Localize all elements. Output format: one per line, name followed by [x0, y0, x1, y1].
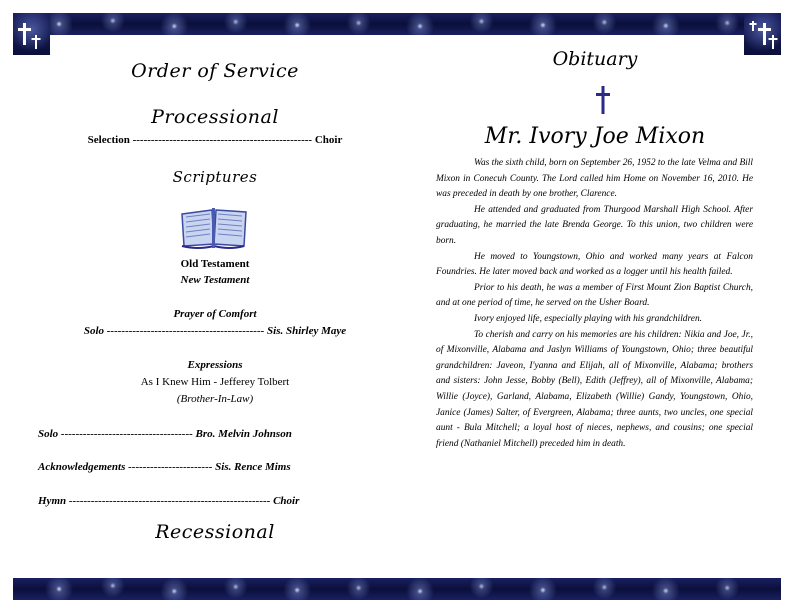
- obituary-title: Obituary: [552, 48, 638, 70]
- new-testament: New Testament: [180, 274, 250, 286]
- obituary-paragraph: Was the sixth child, born on September 26, 1952 to the late Velma and Bill Mixon in Conecuh County. The Lord called him Home on November 16, 2010. He was preceded in death by one brother, Clarence.: [436, 158, 753, 200]
- top-star-band: [13, 13, 781, 35]
- obituary-paragraph: He moved to Youngstown, Ohio and worked many years at Falcon Foundries. He later moved back and worked as a logger until his health failed.: [436, 251, 753, 278]
- bottom-star-band: [13, 578, 781, 600]
- obituary-text: [436, 156, 753, 452]
- solo-melvin-johnson: Solo ------------------------------------ Bro. Melvin Johnson: [38, 428, 292, 440]
- processional-heading: Processional: [151, 106, 279, 128]
- prayer-of-comfort: Prayer of Comfort: [173, 308, 257, 320]
- scriptures-heading: Scriptures: [172, 168, 258, 186]
- old-testament: Old Testament: [180, 258, 250, 270]
- as-i-knew-him: As I Knew Him - Jefferey Tolbert: [140, 376, 290, 388]
- obituary-paragraph: He attended and graduated from Thurgood Marshall High School. After graduating, he married the late Brenda George. To this union, two children were born.: [436, 204, 753, 246]
- order-of-service-title: Order of Service: [131, 60, 299, 82]
- double-cross-icon: [13, 13, 50, 55]
- solo-shirley-maye: Solo ------------------------------------------- Sis. Shirley Maye: [83, 325, 347, 337]
- obituary-paragraph: To cherish and carry on his memories are his children: Nikia and Joe, Jr., of Mixonville, Alabama and Jaslyn Williams of Youngstown, Ohio; three beautiful grandchildren: Javeon, I'yanna and Elijah, all of Mixonville, Alabama; brothers and sisters: John Jesse, Bobby (Bell), Edith (Jeffrey), all of Mixonville, Alabama; Willie (Joyce), Garland, Alabama, Elizabeth (Willie) Gandy, Youngstown, Ohio, Janice (James) Salter, of Evergreen, Alabama; three aunts, two uncles, one special aunt - Bula Mitchell; a loyal host of nieces, nephews, and cousins; one special friend (Nathaniel Mitchell) preceded him in death.: [436, 329, 753, 449]
- deceased-name: Mr. Ivory Joe Mixon: [484, 124, 706, 149]
- acknowledgements-line: Acknowledgements ----------------------- Sis. Rence Mims: [38, 461, 291, 473]
- brother-in-law: (Brother-In-Law): [176, 393, 254, 405]
- cross-icon: [596, 86, 610, 119]
- selection-line: Selection ------------------------------------------------- Choir: [87, 134, 343, 146]
- expressions-heading: Expressions: [187, 359, 243, 371]
- open-bible-icon: [178, 204, 250, 255]
- obituary-paragraph: Prior to his death, he was a member of First Mount Zion Baptist Church, and at one period of time, he served on the Usher Board.: [436, 282, 753, 309]
- recessional-heading: Recessional: [155, 521, 275, 543]
- obituary-paragraph: Ivory enjoyed life, especially playing with his grandchildren.: [474, 313, 702, 324]
- hymn-line: Hymn ------------------------------------------------------- Choir: [38, 495, 300, 507]
